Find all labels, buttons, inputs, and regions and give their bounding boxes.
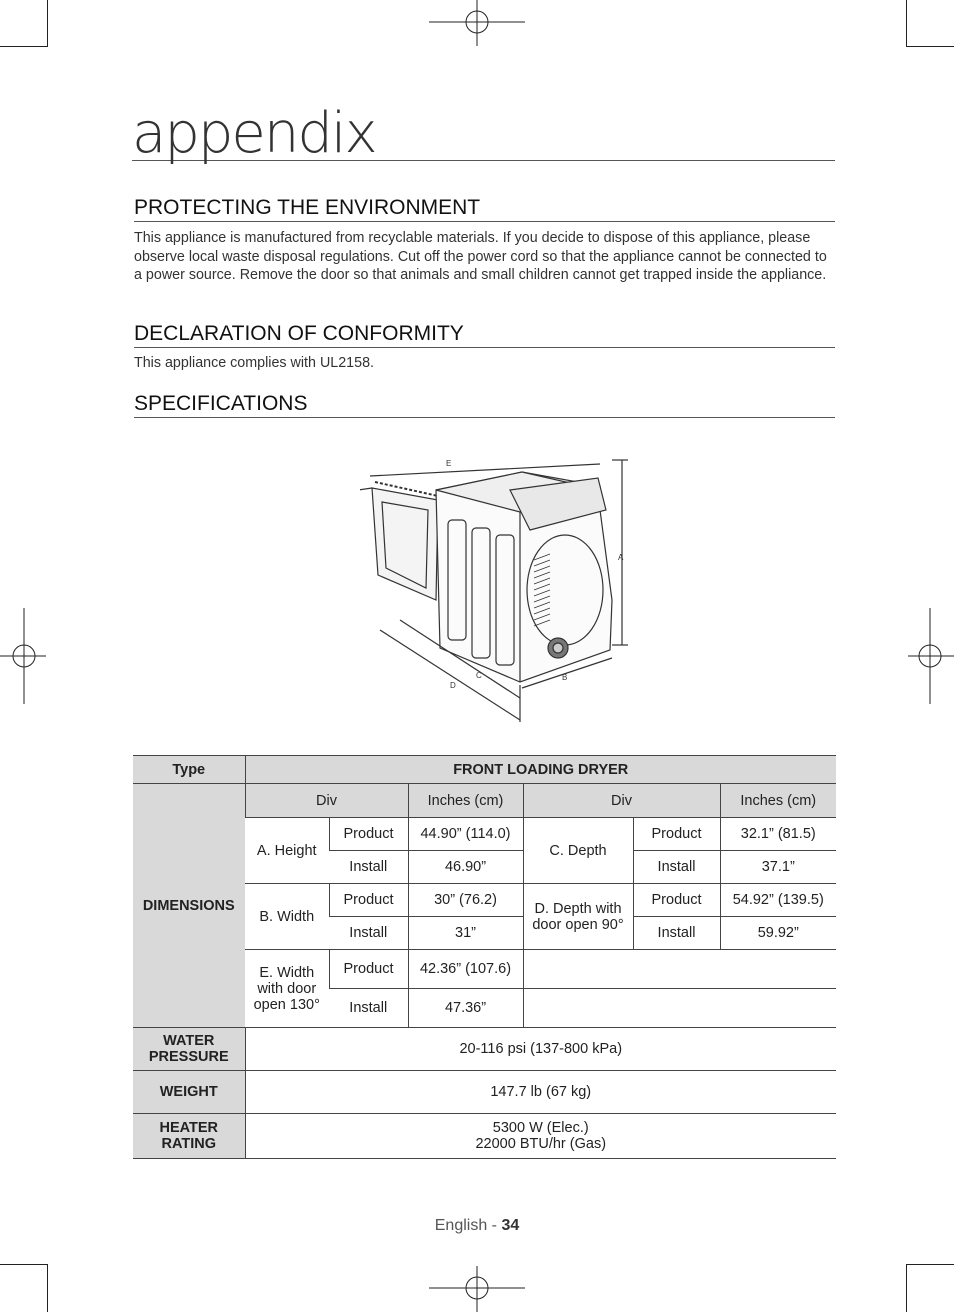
page-number: 34	[501, 1217, 520, 1234]
table-row	[133, 784, 836, 818]
registration-mark-top	[429, 0, 525, 48]
crop-mark	[906, 1264, 907, 1312]
product-label: Product	[329, 884, 408, 917]
heading-protecting-environment: PROTECTING THE ENVIRONMENT	[134, 196, 835, 222]
weight-label: WEIGHT	[133, 1071, 245, 1114]
product-label: Product	[633, 884, 720, 917]
crop-mark	[47, 1264, 48, 1312]
product-label: Product	[329, 950, 408, 989]
registration-mark-left	[0, 608, 48, 704]
type-label: Type	[133, 756, 245, 784]
dim-label-d: D	[450, 681, 456, 690]
footer-language: English -	[434, 1217, 502, 1234]
height-product-value: 44.90” (114.0)	[408, 818, 523, 851]
depth-door-open-product-value: 54.92” (139.5)	[720, 884, 836, 917]
depth-door-open-label: D. Depth with door open 90°	[523, 884, 633, 950]
crop-mark	[47, 0, 48, 47]
registration-mark-right	[906, 608, 954, 704]
column-header-inches: Inches (cm)	[720, 784, 836, 818]
page-title	[132, 101, 835, 166]
crop-mark	[0, 1264, 48, 1265]
heater-rating-label: HEATER RATING	[133, 1114, 245, 1159]
heater-rating-value	[245, 1114, 836, 1159]
column-header-div: Div	[523, 784, 720, 818]
dimensions-label: DIMENSIONS	[133, 784, 245, 1028]
empty-cell	[523, 989, 836, 1028]
page-title-text: appendix	[132, 101, 376, 166]
install-label: Install	[329, 989, 408, 1028]
depth-install-value: 37.1”	[720, 851, 836, 884]
conformity-paragraph: This appliance complies with UL2158.	[134, 355, 374, 371]
page-footer	[0, 1217, 954, 1235]
width-install-value: 31”	[408, 917, 523, 950]
width-product-value: 30” (76.2)	[408, 884, 523, 917]
heater-rating-elec: 5300 W (Elec.)	[492, 1120, 589, 1136]
dim-label-e: E	[446, 459, 452, 468]
type-value: FRONT LOADING DRYER	[245, 756, 836, 784]
heater-rating-gas: 22000 BTU/hr (Gas)	[475, 1136, 607, 1152]
column-header-div: Div	[245, 784, 408, 818]
depth-product-value: 32.1” (81.5)	[720, 818, 836, 851]
weight-value: 147.7 lb (67 kg)	[245, 1071, 836, 1114]
empty-cell	[523, 950, 836, 989]
heading-declaration-conformity: DECLARATION OF CONFORMITY	[134, 322, 835, 348]
table-row	[133, 1028, 836, 1071]
depth-label: C. Depth	[523, 818, 633, 884]
dim-label-b: B	[562, 673, 568, 682]
column-header-inches: Inches (cm)	[408, 784, 523, 818]
install-label: Install	[633, 851, 720, 884]
registration-mark-bottom	[429, 1264, 525, 1312]
dim-label-a: A	[618, 553, 624, 562]
install-label: Install	[633, 917, 720, 950]
dim-label-c: C	[476, 671, 482, 680]
specifications-table	[133, 755, 836, 1159]
water-pressure-label: WATER PRESSURE	[133, 1028, 245, 1071]
height-label: A. Height	[245, 818, 329, 884]
table-row	[133, 756, 836, 784]
crop-mark	[906, 1264, 954, 1265]
water-pressure-value: 20-116 psi (137-800 kPa)	[245, 1028, 836, 1071]
table-row	[133, 1114, 836, 1159]
install-label: Install	[329, 851, 408, 884]
crop-mark	[906, 0, 907, 47]
dryer-dimensions-illustration	[360, 450, 640, 735]
width-door-open-install-value: 47.36”	[408, 989, 523, 1028]
width-door-open-product-value: 42.36” (107.6)	[408, 950, 523, 989]
table-row	[133, 1071, 836, 1114]
depth-door-open-install-value: 59.92”	[720, 917, 836, 950]
crop-mark	[0, 46, 48, 47]
crop-mark	[906, 46, 954, 47]
heading-specifications: SPECIFICATIONS	[134, 392, 835, 418]
width-door-open-label: E. Width with door open 130°	[245, 950, 329, 1028]
environment-paragraph: This appliance is manufactured from recyclable materials. If you decide to dispose of this appliance, please observe local waste disposal regulations. Cut off the power cord so that the appliance cannot be connected to a power source. Remove the door so that animals and small children cannot get trapped inside the appliance.	[134, 230, 827, 283]
height-install-value: 46.90”	[408, 851, 523, 884]
product-label: Product	[329, 818, 408, 851]
width-label: B. Width	[245, 884, 329, 950]
install-label: Install	[329, 917, 408, 950]
product-label: Product	[633, 818, 720, 851]
